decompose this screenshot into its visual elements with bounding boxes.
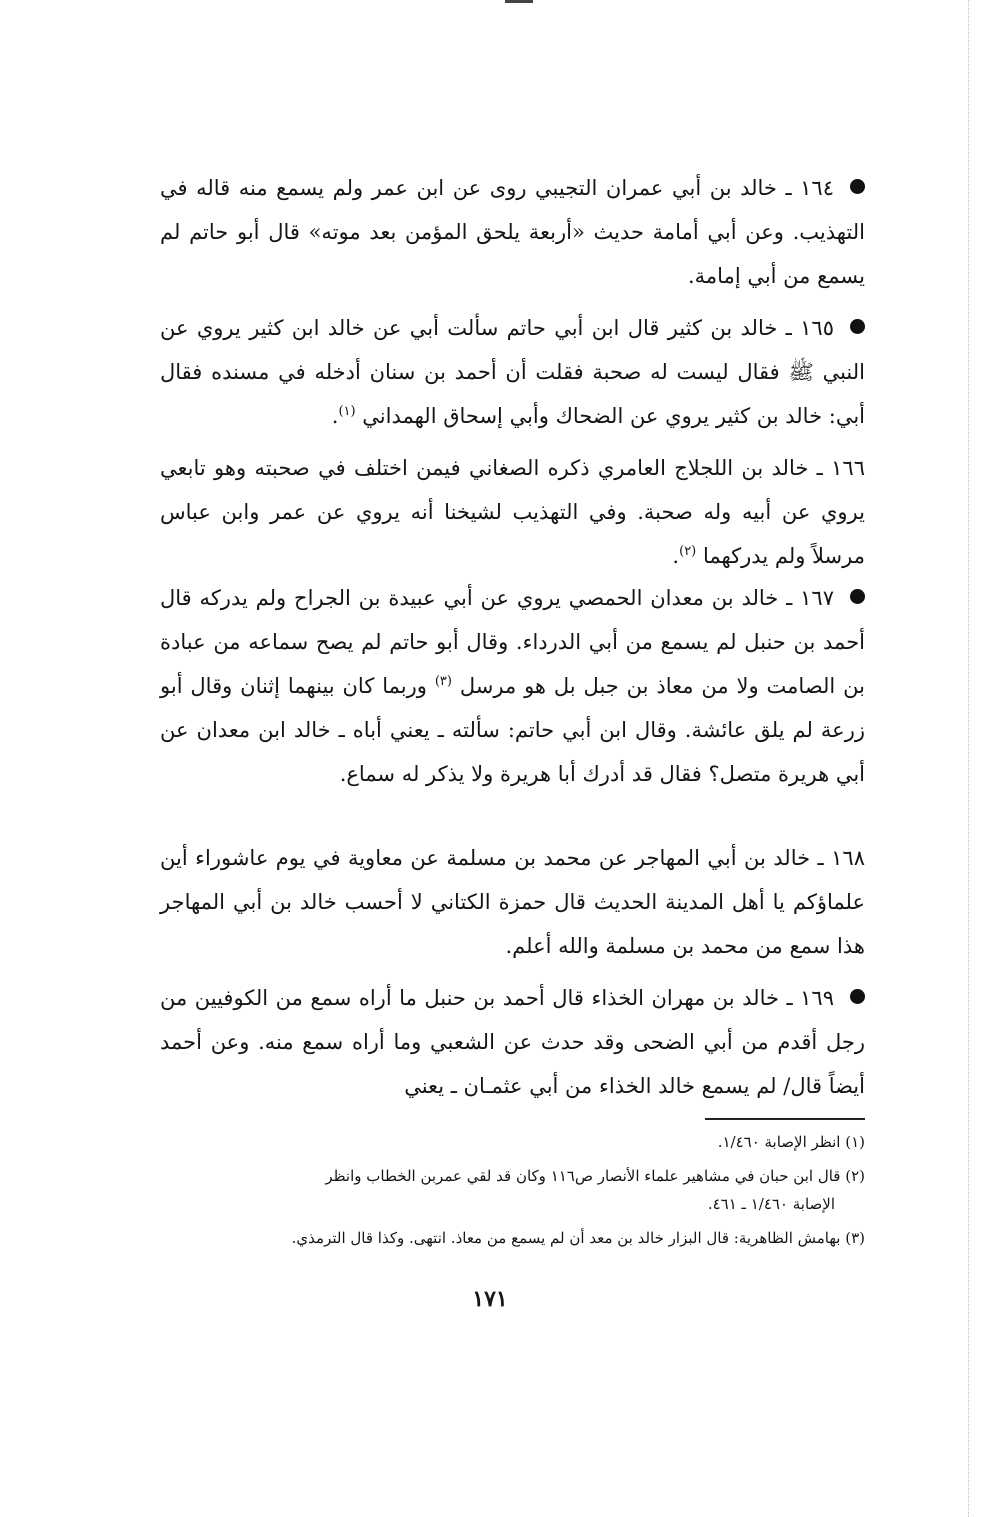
entry-166 xyxy=(160,446,865,578)
entry-paragraph xyxy=(160,836,865,968)
footnote-3 xyxy=(160,1224,865,1252)
entry-paragraph xyxy=(160,976,865,1108)
bullet-icon xyxy=(850,319,865,334)
bullet-icon xyxy=(850,989,865,1004)
entry-167 xyxy=(160,576,865,796)
entry-end: . xyxy=(331,404,339,428)
entry-text: ١٦٨ ـ خالد بن أبي المهاجر عن محمد بن مسلمة عن معاوية في يوم عاشوراء أين علماؤكم يا أهل المدينة الحديث قال حمزة الكتاني لا أحسب خالد بن أبي المهاجر هذا سمع من محمد بن مسلمة والله أعلم. xyxy=(160,846,865,958)
footnote-text: (٢) قال ابن حبان في مشاهير علماء الأنصار ص١١٦ وكان قد لقي عمربن الخطاب وانظر xyxy=(325,1167,865,1185)
entry-164 xyxy=(160,166,865,298)
page-number: ١٧١ xyxy=(472,1286,508,1312)
footnote-1 xyxy=(160,1128,865,1156)
footnote-separator xyxy=(705,1118,865,1120)
entry-169 xyxy=(160,976,865,1108)
footnote-2 xyxy=(160,1162,865,1218)
entry-text: ١٦٥ ـ خالد بن كثير قال ابن أبي حاتم سألت أبي عن خالد ابن كثير يروي عن النبي ﷺ فقال ليست له صحبة فقلت أن أحمد بن سنان أدخله في مسنده فقال أبي: خالد بن كثير يروي عن الضحاك وأبي إسحاق الهمداني xyxy=(160,316,865,428)
footnote-text: (١) انظر الإصابة ١/٤٦٠. xyxy=(717,1133,865,1151)
entry-paragraph xyxy=(160,576,865,796)
entry-text: ١٦٧ ـ خالد بن معدان الحمصي يروي عن أبي عبيدة بن الجراح ولم يدركه قال أحمد بن حنبل لم يسمع من أبي الدرداء. وقال أبو حاتم لم يصح سماعه من عبادة بن الصامت ولا من معاذ بن جبل بل هو مرسل xyxy=(160,586,865,698)
entry-168 xyxy=(160,836,865,968)
bullet-icon xyxy=(850,589,865,604)
footnote-ref: (٣) xyxy=(434,674,452,689)
entry-paragraph xyxy=(160,306,865,438)
footnote-text-continued: الإصابة ١/٤٦٠ ـ ٤٦١. xyxy=(707,1195,835,1213)
top-mark xyxy=(505,0,533,3)
scan-edge-line xyxy=(968,0,969,1517)
entry-paragraph xyxy=(160,166,865,298)
entry-text: ١٦٦ ـ خالد بن اللجلاج العامري ذكره الصغاني فيمن اختلف في صحبته وهو تابعي يروي عن أبيه وله صحبة. وفي التهذيب لشيخنا أنه يروي عن عمر وابن عباس مرسلاً ولم يدركهما xyxy=(160,456,865,568)
entry-end: . xyxy=(672,544,680,568)
entry-text: ١٦٩ ـ خالد بن مهران الخذاء قال أحمد بن حنبل ما أراه سمع من الكوفيين من رجل أقدم من أبي الضحى وقد حدث عن الشعبي وما أراه سمع منه. وعن أحمد أيضاً قال/ لم يسمع خالد الخذاء من أبي عثمـان ـ يعني xyxy=(160,986,865,1098)
entry-text-continued: وربما كان بينهما إثنان وقال أبو زرعة لم يلق عائشة. وقال ابن أبي حاتم: سألته ـ يعني أباه ـ خالد ابن معدان عن أبي هريرة متصل؟ فقال قد أدرك أبا هريرة ولا يذكر له سماع. xyxy=(160,674,865,786)
entry-text: ١٦٤ ـ خالد بن أبي عمران التجيبي روى عن ابن عمر ولم يسمع منه قاله في التهذيب. وعن أبي أمامة حديث «أربعة يلحق المؤمن بعد موته» قال أبو حاتم لم يسمع من أبي إمامة. xyxy=(160,176,865,288)
entry-165 xyxy=(160,306,865,438)
footnote-text: (٣) بهامش الظاهرية: قال البزار خالد بن معد أن لم يسمع من معاذ. انتهى. وكذا قال الترمذي. xyxy=(291,1229,865,1247)
footnotes xyxy=(160,1128,865,1258)
footnote-ref: (٢) xyxy=(679,544,697,559)
footnote-ref: (١) xyxy=(338,404,356,419)
bullet-icon xyxy=(850,179,865,194)
entry-paragraph xyxy=(160,446,865,578)
